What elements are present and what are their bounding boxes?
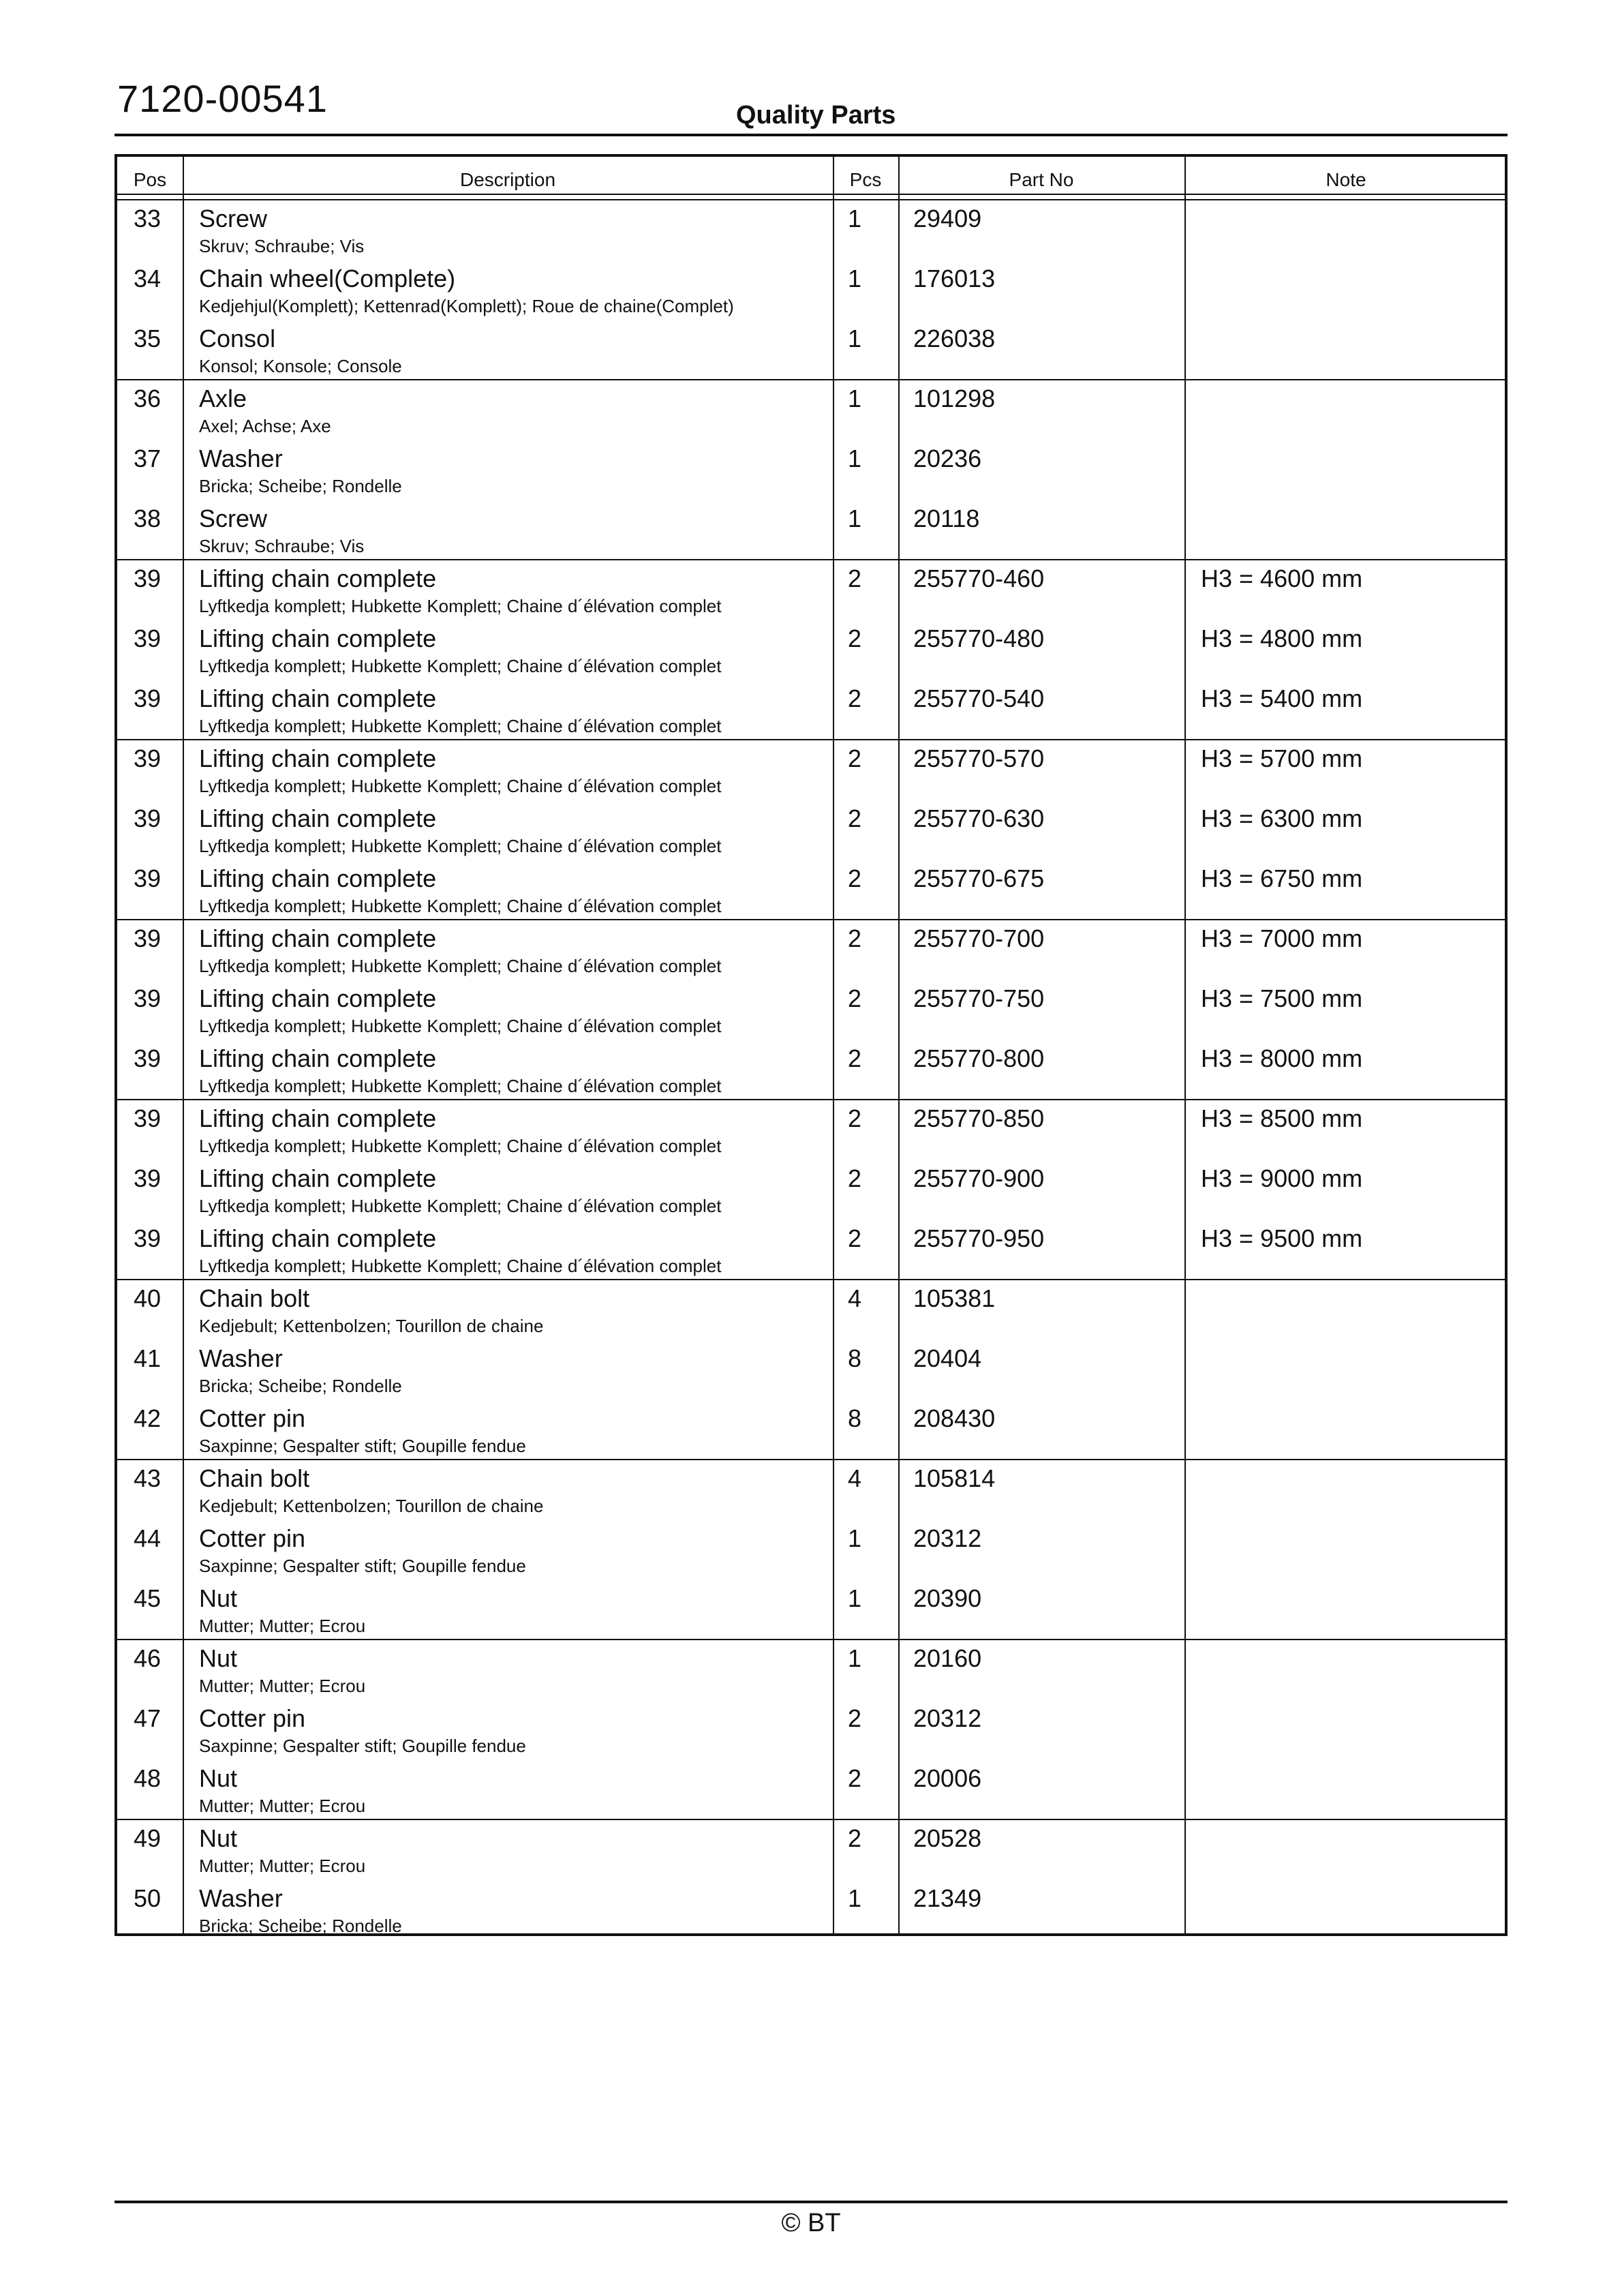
part-no-cell: 255770-750 <box>913 984 1045 1012</box>
description-cell: Nut <box>199 1824 238 1852</box>
translation-cell: Lyftkedja komplett; Hubkette Komplett; Chaine d´élévation complet <box>199 1076 722 1096</box>
description-cell: Lifting chain complete <box>199 1104 437 1132</box>
header-pcs: Pcs <box>849 169 882 190</box>
translation-cell: Lyftkedja komplett; Hubkette Komplett; Chaine d´élévation complet <box>199 716 722 736</box>
pos-cell: 39 <box>134 564 162 592</box>
pcs-cell: 2 <box>848 684 862 712</box>
part-no-cell: 20006 <box>913 1764 982 1792</box>
table-row <box>117 1820 1505 1880</box>
table-row <box>117 680 1505 740</box>
part-no-cell: 20312 <box>913 1524 982 1552</box>
document-title: Quality Parts <box>736 101 896 130</box>
part-no-cell: 255770-630 <box>913 804 1045 832</box>
note-cell: H3 = 5400 mm <box>1201 684 1363 712</box>
part-no-cell: 255770-570 <box>913 744 1045 772</box>
note-cell: H3 = 5700 mm <box>1201 744 1363 772</box>
note-cell: H3 = 6750 mm <box>1201 864 1363 892</box>
description-cell: Lifting chain complete <box>199 744 437 772</box>
pos-cell: 39 <box>134 744 162 772</box>
part-no-cell: 20390 <box>913 1584 982 1612</box>
part-no-cell: 20236 <box>913 444 982 472</box>
pcs-cell: 2 <box>848 804 862 832</box>
description-cell: Screw <box>199 504 268 532</box>
pos-cell: 40 <box>134 1284 162 1312</box>
description-cell: Lifting chain complete <box>199 1044 437 1072</box>
description-cell: Lifting chain complete <box>199 984 437 1012</box>
part-no-cell: 20118 <box>913 504 980 532</box>
table-row <box>117 1340 1505 1400</box>
translation-cell: Lyftkedja komplett; Hubkette Komplett; Chaine d´élévation complet <box>199 1016 722 1036</box>
note-cell: H3 = 6300 mm <box>1201 804 1363 832</box>
pcs-cell: 4 <box>848 1464 862 1492</box>
description-cell: Cotter pin <box>199 1524 306 1552</box>
description-cell: Chain bolt <box>199 1464 310 1492</box>
description-cell: Screw <box>199 205 268 232</box>
table-row <box>117 1640 1505 1700</box>
pos-cell: 39 <box>134 1224 162 1252</box>
translation-cell: Mutter; Mutter; Ecrou <box>199 1856 366 1876</box>
pcs-cell: 1 <box>848 384 862 412</box>
part-no-cell: 255770-480 <box>913 624 1045 652</box>
pos-cell: 45 <box>134 1584 162 1612</box>
note-cell: H3 = 9500 mm <box>1201 1224 1363 1252</box>
part-no-cell: 255770-675 <box>913 864 1045 892</box>
translation-cell: Kedjehjul(Komplett); Kettenrad(Komplett); Roue de chaine(Complet) <box>199 296 734 316</box>
table-row <box>117 1220 1505 1280</box>
header-note: Note <box>1326 169 1366 190</box>
pcs-cell: 2 <box>848 1044 862 1072</box>
translation-cell: Kedjebult; Kettenbolzen; Tourillon de chaine <box>199 1496 544 1516</box>
table-row <box>117 920 1505 980</box>
pos-cell: 39 <box>134 1104 162 1132</box>
pcs-cell: 2 <box>848 1824 862 1852</box>
pcs-cell: 2 <box>848 924 862 952</box>
pos-cell: 47 <box>134 1704 162 1732</box>
translation-cell: Lyftkedja komplett; Hubkette Komplett; Chaine d´élévation complet <box>199 1256 722 1276</box>
part-no-cell: 176013 <box>913 265 996 292</box>
pcs-cell: 1 <box>848 1644 862 1672</box>
note-cell: H3 = 8500 mm <box>1201 1104 1363 1132</box>
table-row <box>117 1100 1505 1160</box>
pos-cell: 39 <box>134 804 162 832</box>
description-cell: Cotter pin <box>199 1404 306 1432</box>
table-header <box>117 157 1505 194</box>
translation-cell: Saxpinne; Gespalter stift; Goupille fendue <box>199 1736 526 1756</box>
translation-cell: Bricka; Scheibe; Rondelle <box>199 1916 402 1936</box>
pcs-cell: 1 <box>848 205 862 232</box>
table-row <box>117 620 1505 680</box>
pos-cell: 48 <box>134 1764 162 1792</box>
table-row <box>117 200 1505 260</box>
pcs-cell: 4 <box>848 1284 862 1312</box>
note-cell: H3 = 8000 mm <box>1201 1044 1363 1072</box>
table-row <box>117 1880 1505 1940</box>
part-no-cell: 20528 <box>913 1824 982 1852</box>
translation-cell: Mutter; Mutter; Ecrou <box>199 1676 366 1696</box>
table-row <box>117 1460 1505 1520</box>
note-cell: H3 = 4600 mm <box>1201 564 1363 592</box>
description-cell: Lifting chain complete <box>199 1224 437 1252</box>
pos-cell: 38 <box>134 504 162 532</box>
table-row <box>117 320 1505 380</box>
description-cell: Washer <box>199 444 283 472</box>
description-cell: Lifting chain complete <box>199 804 437 832</box>
pcs-cell: 2 <box>848 624 862 652</box>
description-cell: Lifting chain complete <box>199 1164 437 1192</box>
description-cell: Washer <box>199 1884 283 1912</box>
header-rule <box>117 194 1505 195</box>
part-no-cell: 255770-540 <box>913 684 1045 712</box>
table-row <box>117 1400 1505 1460</box>
table-row <box>117 1760 1505 1820</box>
description-cell: Lifting chain complete <box>199 864 437 892</box>
pcs-cell: 2 <box>848 1764 862 1792</box>
pcs-cell: 2 <box>848 864 862 892</box>
part-no-cell: 105381 <box>913 1284 996 1312</box>
pos-cell: 49 <box>134 1824 162 1852</box>
pcs-cell: 1 <box>848 1884 862 1912</box>
note-cell: H3 = 7000 mm <box>1201 924 1363 952</box>
pos-cell: 39 <box>134 984 162 1012</box>
note-cell: H3 = 4800 mm <box>1201 624 1363 652</box>
pos-cell: 39 <box>134 684 162 712</box>
pcs-cell: 2 <box>848 1164 862 1192</box>
pcs-cell: 1 <box>848 504 862 532</box>
pos-cell: 44 <box>134 1524 162 1552</box>
pos-cell: 39 <box>134 924 162 952</box>
pcs-cell: 2 <box>848 564 862 592</box>
description-cell: Nut <box>199 1764 238 1792</box>
description-cell: Lifting chain complete <box>199 684 437 712</box>
translation-cell: Lyftkedja komplett; Hubkette Komplett; Chaine d´élévation complet <box>199 836 722 856</box>
parts-table <box>114 154 1508 1936</box>
pcs-cell: 1 <box>848 1524 862 1552</box>
header-description: Description <box>459 169 556 190</box>
header-pos: Pos <box>133 169 167 190</box>
table-row <box>117 440 1505 500</box>
part-no-cell: 255770-900 <box>913 1164 1045 1192</box>
part-no-cell: 255770-460 <box>913 564 1045 592</box>
translation-cell: Mutter; Mutter; Ecrou <box>199 1796 366 1816</box>
table-row <box>117 380 1505 440</box>
translation-cell: Lyftkedja komplett; Hubkette Komplett; Chaine d´élévation complet <box>199 896 722 916</box>
description-cell: Consol <box>199 324 276 352</box>
table-row <box>117 260 1505 320</box>
translation-cell: Konsol; Konsole; Console <box>199 356 402 376</box>
pcs-cell: 8 <box>848 1404 862 1432</box>
pcs-cell: 1 <box>848 444 862 472</box>
header-part-no: Part No <box>1009 169 1074 190</box>
pcs-cell: 2 <box>848 984 862 1012</box>
bottom-rule <box>114 2201 1508 2203</box>
pos-cell: 42 <box>134 1404 162 1432</box>
part-no-cell: 21349 <box>913 1884 982 1912</box>
description-cell: Lifting chain complete <box>199 924 437 952</box>
pcs-cell: 8 <box>848 1344 862 1372</box>
pos-cell: 43 <box>134 1464 162 1492</box>
part-no-cell: 255770-850 <box>913 1104 1045 1132</box>
pos-cell: 39 <box>134 864 162 892</box>
pcs-cell: 2 <box>848 1104 862 1132</box>
translation-cell: Saxpinne; Gespalter stift; Goupille fendue <box>199 1556 526 1576</box>
description-cell: Chain bolt <box>199 1284 310 1312</box>
translation-cell: Lyftkedja komplett; Hubkette Komplett; Chaine d´élévation complet <box>199 1136 722 1156</box>
translation-cell: Lyftkedja komplett; Hubkette Komplett; Chaine d´élévation complet <box>199 956 722 976</box>
note-cell: H3 = 7500 mm <box>1201 984 1363 1012</box>
table-row <box>117 1520 1505 1580</box>
pos-cell: 39 <box>134 1164 162 1192</box>
table-row <box>117 1160 1505 1220</box>
translation-cell: Lyftkedja komplett; Hubkette Komplett; Chaine d´élévation complet <box>199 656 722 676</box>
translation-cell: Bricka; Scheibe; Rondelle <box>199 1376 402 1396</box>
table-row <box>117 560 1505 620</box>
pos-cell: 39 <box>134 1044 162 1072</box>
part-no-cell: 101298 <box>913 384 996 412</box>
translation-cell: Lyftkedja komplett; Hubkette Komplett; Chaine d´élévation complet <box>199 596 722 616</box>
document-id: 7120-00541 <box>117 77 328 120</box>
pcs-cell: 2 <box>848 1704 862 1732</box>
translation-cell: Lyftkedja komplett; Hubkette Komplett; Chaine d´élévation complet <box>199 1196 722 1216</box>
translation-cell: Bricka; Scheibe; Rondelle <box>199 476 402 496</box>
top-rule <box>114 134 1508 136</box>
pos-cell: 46 <box>134 1644 162 1672</box>
pos-cell: 41 <box>134 1344 162 1372</box>
part-no-cell: 255770-800 <box>913 1044 1045 1072</box>
table-row <box>117 1040 1505 1100</box>
description-cell: Nut <box>199 1584 238 1612</box>
pos-cell: 36 <box>134 384 162 412</box>
table-row <box>117 980 1505 1040</box>
pcs-cell: 1 <box>848 324 862 352</box>
translation-cell: Saxpinne; Gespalter stift; Goupille fendue <box>199 1436 526 1456</box>
translation-cell: Skruv; Schraube; Vis <box>199 536 365 556</box>
description-cell: Washer <box>199 1344 283 1372</box>
translation-cell: Skruv; Schraube; Vis <box>199 236 365 256</box>
part-no-cell: 226038 <box>913 324 996 352</box>
description-cell: Chain wheel(Complete) <box>199 265 456 292</box>
pcs-cell: 1 <box>848 265 862 292</box>
pcs-cell: 2 <box>848 1224 862 1252</box>
pcs-cell: 1 <box>848 1584 862 1612</box>
table-row <box>117 500 1505 560</box>
part-no-cell: 20312 <box>913 1704 982 1732</box>
translation-cell: Mutter; Mutter; Ecrou <box>199 1616 366 1636</box>
table-row <box>117 800 1505 860</box>
part-no-cell: 255770-950 <box>913 1224 1045 1252</box>
pos-cell: 39 <box>134 624 162 652</box>
part-no-cell: 20160 <box>913 1644 982 1672</box>
translation-cell: Lyftkedja komplett; Hubkette Komplett; Chaine d´élévation complet <box>199 776 722 796</box>
part-no-cell: 208430 <box>913 1404 996 1432</box>
translation-cell: Axel; Achse; Axe <box>199 416 331 436</box>
pcs-cell: 2 <box>848 744 862 772</box>
part-no-cell: 105814 <box>913 1464 996 1492</box>
description-cell: Axle <box>199 384 247 412</box>
description-cell: Lifting chain complete <box>199 564 437 592</box>
pos-cell: 35 <box>134 324 162 352</box>
translation-cell: Kedjebult; Kettenbolzen; Tourillon de chaine <box>199 1316 544 1336</box>
pos-cell: 34 <box>134 265 162 292</box>
pos-cell: 37 <box>134 444 162 472</box>
pos-cell: 33 <box>134 205 162 232</box>
footer-copyright: © BT <box>781 2209 841 2237</box>
table-row <box>117 860 1505 920</box>
description-cell: Nut <box>199 1644 238 1672</box>
description-cell: Lifting chain complete <box>199 624 437 652</box>
pos-cell: 50 <box>134 1884 162 1912</box>
part-no-cell: 29409 <box>913 205 982 232</box>
table-row <box>117 1280 1505 1340</box>
description-cell: Cotter pin <box>199 1704 306 1732</box>
table-row <box>117 1580 1505 1640</box>
table-row <box>117 740 1505 800</box>
part-no-cell: 20404 <box>913 1344 982 1372</box>
note-cell: H3 = 9000 mm <box>1201 1164 1363 1192</box>
table-row <box>117 1700 1505 1760</box>
part-no-cell: 255770-700 <box>913 924 1045 952</box>
